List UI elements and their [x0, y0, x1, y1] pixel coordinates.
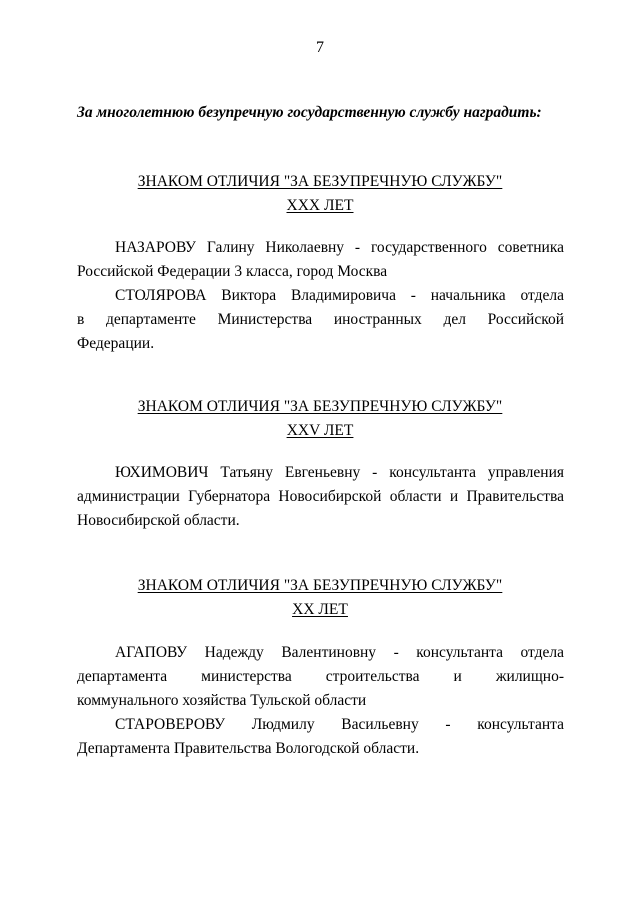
entry-line: ЮХИМОВИЧ Татьяну Евгеньевну - консультанта управления — [115, 464, 564, 481]
entry-line: СТАРОВЕРОВУ Людмилу Васильевну - консультанта — [115, 716, 564, 733]
entry-line: Федерации. — [77, 335, 155, 352]
entry-line: Новосибирской области. — [77, 512, 240, 529]
award-entry — [77, 236, 564, 284]
page-number: 7 — [316, 39, 324, 56]
entry-line: Департамента Правительства Вологодской области. — [77, 740, 420, 757]
award-entries-xxx — [77, 236, 564, 356]
award-years: XX ЛЕТ — [292, 601, 348, 618]
award-entry — [77, 641, 564, 713]
intro-text: За многолетнюю безупречную государственную службу наградить: — [77, 104, 542, 121]
entry-line: департамента министерства строительства и жилищно- — [77, 668, 564, 685]
entry-line: администрации Губернатора Новосибирской области и Правительства — [77, 488, 564, 505]
award-heading-xxx — [0, 170, 640, 218]
award-years: XXX ЛЕТ — [286, 197, 354, 214]
award-heading-xx — [0, 574, 640, 622]
award-entry — [77, 284, 564, 356]
entry-line: НАЗАРОВУ Галину Николаевну - государственного советника — [115, 239, 564, 256]
award-heading-xxv — [0, 395, 640, 443]
entry-line: Российской Федерации 3 класса, город Москва — [77, 263, 388, 280]
award-title: ЗНАКОМ ОТЛИЧИЯ "ЗА БЕЗУПРЕЧНУЮ СЛУЖБУ" — [137, 173, 503, 190]
award-entry — [77, 461, 564, 533]
award-entries-xx — [77, 641, 564, 761]
entry-line: АГАПОВУ Надежду Валентиновну - консультанта отдела — [115, 644, 564, 661]
entry-line: в департаменте Министерства иностранных дел Российской — [77, 311, 564, 328]
award-title: ЗНАКОМ ОТЛИЧИЯ "ЗА БЕЗУПРЕЧНУЮ СЛУЖБУ" — [137, 398, 503, 415]
entry-line: СТОЛЯРОВА Виктора Владимировича - начальника отдела — [115, 287, 564, 304]
award-entries-xxv — [77, 461, 564, 533]
award-years: XXV ЛЕТ — [286, 422, 354, 439]
award-title: ЗНАКОМ ОТЛИЧИЯ "ЗА БЕЗУПРЕЧНУЮ СЛУЖБУ" — [137, 577, 503, 594]
award-entry — [77, 713, 564, 761]
entry-line: коммунального хозяйства Тульской области — [77, 692, 367, 709]
